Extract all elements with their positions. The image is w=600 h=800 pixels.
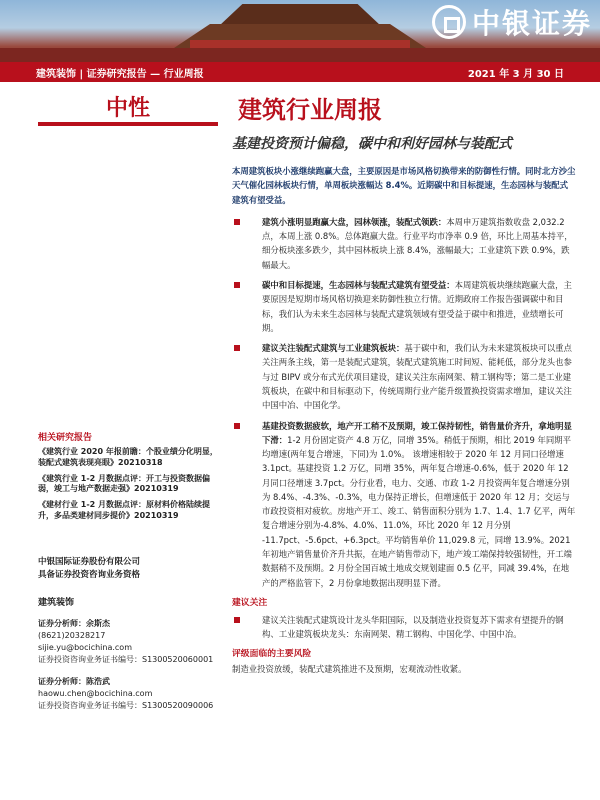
bullet-body: 基于碳中和，我们认为未来建筑板块可以重点关注两条主线，第一是装配式建筑，装配式建筑施工时间短、能耗低，部分龙头也参与过 BIPV 或分布式光伏项目建设，建议关注东南网架、精工钢构等；第二是工业建筑板块，在碳中和目标驱动下，传统周期行业产能升级置换投资需求增加，建议关注中国中冶、中国化学。 xyxy=(262,343,572,411)
main-content xyxy=(232,164,576,677)
recommend-body: 建议关注装配式建筑设计龙头华阳国际，以及制造业投资复苏下需求有望提升的钢构、工业建筑板块龙头：东南网架、精工钢构、中国化学、中国中冶。 xyxy=(262,614,564,640)
report-info-bar xyxy=(0,62,600,82)
analyst-email: haowu.chen@bocichina.com xyxy=(38,689,153,699)
square-bullet-icon xyxy=(234,617,240,623)
analyst-license: 证券投资咨询业务证书编号：S1300520060001 xyxy=(38,655,214,665)
analyst-name: 证券分析师：陈浩武 xyxy=(38,677,110,687)
risk-heading: 评级面临的主要风险 xyxy=(232,649,312,660)
bullet-body: 本周建筑板块继续跑赢大盘，主要原因是短期市场风格切换迎来防御性独立行情。近期政府工作报告强调碳中和目标，我们认为未来生态园林与装配式建筑领域有望受益于碳中和推进，业绩增长可期。 xyxy=(262,279,572,333)
analyst-license: 证券投资咨询业务证书编号：S1300520090006 xyxy=(38,701,214,711)
lead-paragraph: 本周建筑板块小涨继续跑赢大盘，主要原因是市场风格切换带来的防御性行情。同时北方沙尘天气催化园林板块行情，单周板块涨幅达 8.4%。近期碳中和目标提速，生态园林与装配式建筑有望受益。 xyxy=(232,166,576,205)
related-heading: 相关研究报告 xyxy=(38,433,93,443)
analyst-block xyxy=(38,618,218,666)
square-bullet-icon xyxy=(234,345,240,351)
bullet-item xyxy=(232,419,576,590)
report-title: 建筑行业周报 xyxy=(238,96,382,124)
palace-roof-upper xyxy=(210,4,390,26)
logo-text: 中银证券 xyxy=(471,7,592,40)
risk-body: 制造业投资放缓，装配式建筑推进不及预期，宏观流动性收紧。 xyxy=(232,664,467,675)
bullet-body: 1-2 月份固定资产 4.8 万亿，同增 35%。稍低于预期，相比 2019 年同期平均增速(两年复合增速，下同)为 1.0%。 该增速相较于 2020 年 12 月同口径增速 3.1pct。基建投资 1.2 万亿，同增 35%，两年复合增速-0.6%，低于 2020 年 12 月同口径增速 3.7pct。分行业看，电力、交通、市政 1-2 月投资两年复合增速分别为 8.4%、-4.3%、-0.3%，电力保持正增长，但增速低于 2020 年 12 月；交运与市政投资相对疲软。房地产开工、竣工、销售面积分别为 1.7、1.4、1.7 亿平，两年复合增速分别为-4.8%、4.0%、11.0%，环比 2020 年 12 月分别 -11.7pct、-5.6pct、+6.3pct。平均销售单价 11,029.8 元，同增 13.9%。2021 年初地产销售量价齐升共振，在地产销售带动下，地产竣工端保持较强韧性，开工端数据稍不及预期。2 月份全国百城土地成交规划建面 0.5 亿平，同减 39.4%，在地产的严格监管下，2 月份拿地数据出现明显下滑。 xyxy=(262,434,576,588)
report-category: 建筑装饰 | 证券研究报告 — 行业周报 xyxy=(36,68,204,80)
bullet-item xyxy=(232,215,576,272)
report-date: 2021 年 3 月 30 日 xyxy=(467,68,564,80)
company-license: 具备证券投资咨询业务资格 xyxy=(38,569,141,580)
bullet-head: 基建投资数据疲软，地产开工稍不及预期，竣工保持韧性，销售量价齐升，拿地明显下滑： xyxy=(262,420,572,445)
company-name: 中银国际证券股份有限公司 xyxy=(38,556,141,567)
company-info xyxy=(38,556,218,582)
palace-wall xyxy=(0,48,600,62)
bullet-item xyxy=(232,613,576,642)
header-banner xyxy=(0,0,600,62)
related-report: 《建筑行业 1-2 月数据点评：开工与投资数据偏弱，竣工与地产数据走强》20210319 xyxy=(38,473,211,494)
recommend-heading: 建议关注 xyxy=(232,597,268,608)
recommend-list xyxy=(232,613,576,642)
analyst-phone: (8621)20328217 xyxy=(38,631,106,641)
bullet-head: 建议关注装配式建筑与工业建筑板块： xyxy=(262,343,405,354)
coin-logo-icon xyxy=(432,5,466,39)
related-report: 《建筑行业 2020 年报前瞻：个股业绩分化明显，装配式建筑表现亮眼》20210318 xyxy=(38,447,218,467)
bullet-body: 本周申万建筑指数收盘 2,032.2 点，本周上涨 0.8%。总体跑赢大盘。行业平均市净率 0.9 倍，环比上周基本持平，细分板块涨多跌少，其中园林板块上涨 8.4%，涨幅最大；工业建筑下跌 0.9%，跌幅最大。 xyxy=(262,216,573,270)
report-subtitle: 基建投资预计偏稳，碳中和利好园林与装配式 xyxy=(232,136,512,152)
related-report: 《建材行业 1-2 月数据点评：原材料价格陆续提升，多品类建材同步提价》20210319 xyxy=(38,500,211,520)
bullet-head: 碳中和目标提速，生态园林与装配式建筑有望受益： xyxy=(262,279,455,290)
analyst-name: 证券分析师：余斯杰 xyxy=(38,619,110,629)
analyst-email: sijie.yu@bocichina.com xyxy=(38,643,132,653)
bullet-head: 建筑小涨明显跑赢大盘，园林领涨，装配式领跌： xyxy=(262,216,447,227)
bullet-item xyxy=(232,341,576,412)
square-bullet-icon xyxy=(234,423,240,429)
bullet-item xyxy=(232,278,576,335)
rating-badge: 中性 xyxy=(38,90,218,126)
bank-logo xyxy=(432,2,592,42)
square-bullet-icon xyxy=(234,219,240,225)
analyst-block xyxy=(38,676,218,712)
sector-name: 建筑装饰 xyxy=(38,598,75,609)
square-bullet-icon xyxy=(234,282,240,288)
sidebar xyxy=(38,430,218,712)
bullet-list xyxy=(232,215,576,590)
